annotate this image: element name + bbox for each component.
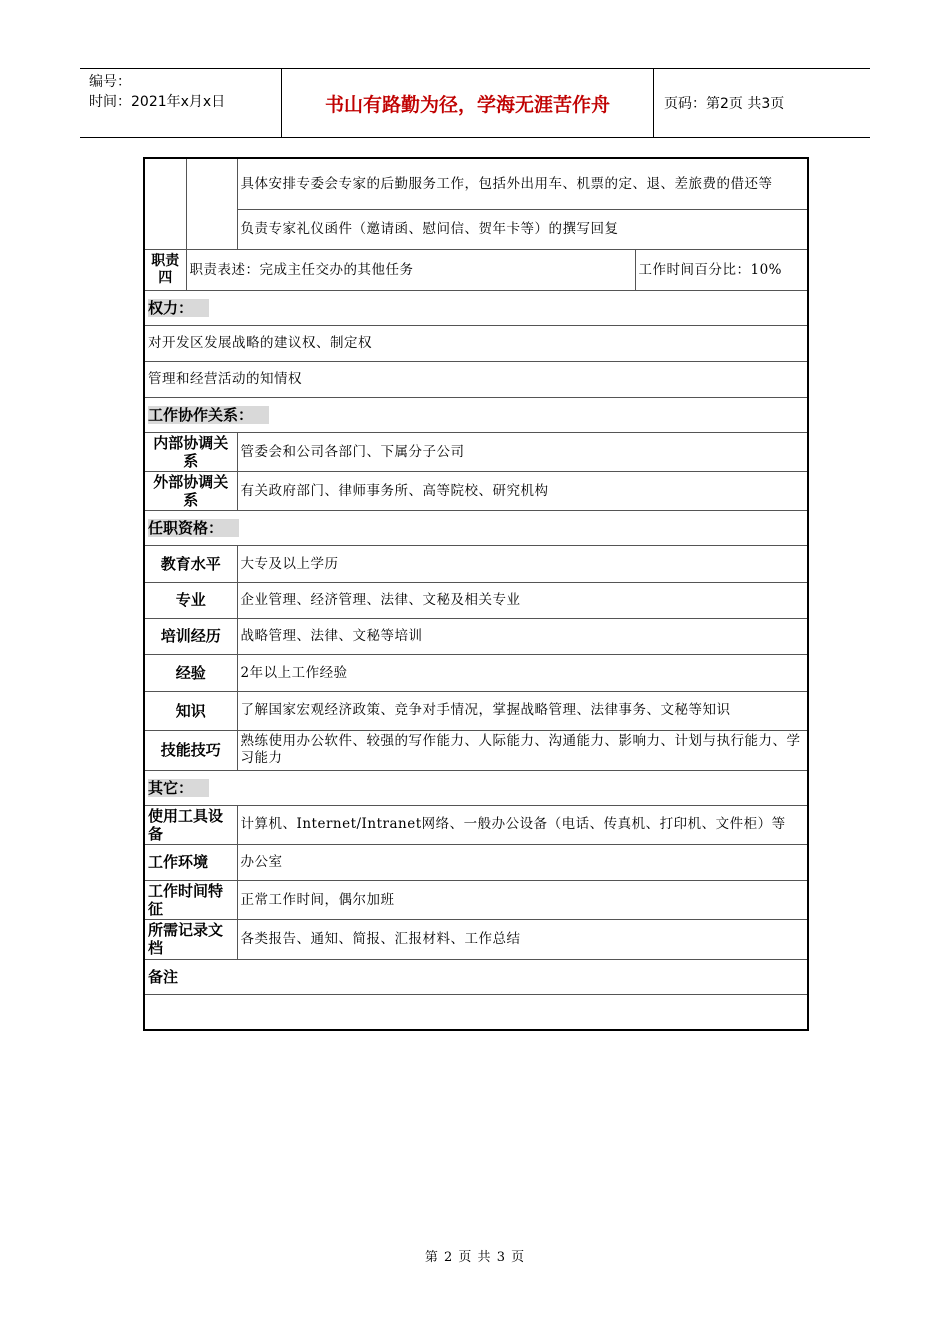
authority-row [144,361,808,397]
authority-section-row [144,290,808,325]
page-footer: 第 2 页 共 3 页 [424,1250,526,1265]
qualification-label: 教育水平 [144,545,237,582]
relation-row [144,432,808,471]
authority-row [144,325,808,361]
authority-item: 管理和经营活动的知情权 [144,361,808,397]
duty-four-time: 工作时间百分比：10% [635,249,808,290]
duty-label-cell [144,158,186,249]
other-row [144,844,808,880]
qualification-value: 熟练使用办公软件、较强的写作能力、人际能力、沟通能力、影响力、计划与执行能力、学习能力 [237,730,808,770]
qualification-label: 培训经历 [144,618,237,654]
qualification-label: 专业 [144,582,237,618]
qualification-value: 2年以上工作经验 [237,654,808,691]
qualification-label: 技能技巧 [144,730,237,770]
relation-row [144,471,808,510]
notes-title: 备注 [144,959,808,994]
qualification-value: 战略管理、法律、文秘等培训 [237,618,808,654]
other-row [144,880,808,919]
relations-section-row [144,397,808,432]
other-row [144,919,808,959]
qualification-value: 大专及以上学历 [237,545,808,582]
duty-four-desc: 职责表述：完成主任交办的其他任务 [186,249,635,290]
other-label: 工作环境 [144,844,237,880]
qualification-row [144,691,808,730]
job-description-table [143,157,809,1031]
external-relation-value: 有关政府部门、律师事务所、高等院校、研究机构 [237,471,808,510]
qualification-row [144,582,808,618]
other-label: 工作时间特征 [144,880,237,919]
qualification-row [144,618,808,654]
other-row [144,805,808,844]
duty-row [144,209,808,249]
other-title: 其它： [144,770,808,805]
qualification-value: 了解国家宏观经济政策、竞争对手情况，掌握战略管理、法律事务、文秘等知识 [237,691,808,730]
notes-row [144,994,808,1030]
authority-item: 对开发区发展战略的建议权、制定权 [144,325,808,361]
other-value: 各类报告、通知、简报、汇报材料、工作总结 [237,919,808,959]
duty-task-text: 具体安排专委会专家的后勤服务工作，包括外出用车、机票的定、退、差旅费的借还等 [237,158,808,209]
external-relation-label: 外部协调关系 [144,471,237,510]
internal-relation-value: 管委会和公司各部门、下属分子公司 [237,432,808,471]
qualification-label: 知识 [144,691,237,730]
duty-sub-cell [186,158,237,249]
relations-title: 工作协作关系： [144,397,808,432]
header-motto: 书山有路勤为径，学海无涯苦作舟 [282,69,654,137]
qualification-row [144,730,808,770]
notes-section-row [144,959,808,994]
number-label: 编号： [89,74,131,90]
qualification-row [144,545,808,582]
qualification-label: 经验 [144,654,237,691]
duty-four-row [144,249,808,290]
qualification-value: 企业管理、经济管理、法律、文秘及相关专业 [237,582,808,618]
notes-content [144,994,808,1030]
other-value: 办公室 [237,844,808,880]
header-page-label: 页码：第2页 共3页 [664,96,785,112]
header-meta [80,69,282,137]
time-label: 时间：2021年x月x日 [89,94,226,110]
qualifications-title: 任职资格： [144,510,808,545]
other-label: 使用工具设备 [144,805,237,844]
other-value: 计算机、Internet/Intranet网络、一般办公设备（电话、传真机、打印机、文件柜）等 [237,805,808,844]
qualifications-section-row [144,510,808,545]
other-label: 所需记录文档 [144,919,237,959]
other-value: 正常工作时间，偶尔加班 [237,880,808,919]
duty-row [144,158,808,209]
internal-relation-label: 内部协调关系 [144,432,237,471]
qualification-row [144,654,808,691]
page-header [80,68,870,138]
authority-title: 权力： [144,290,808,325]
other-section-row [144,770,808,805]
duty-four-label: 职责四 [144,249,186,290]
duty-task-text: 负责专家礼仪函件（邀请函、慰问信、贺年卡等）的撰写回复 [237,209,808,249]
